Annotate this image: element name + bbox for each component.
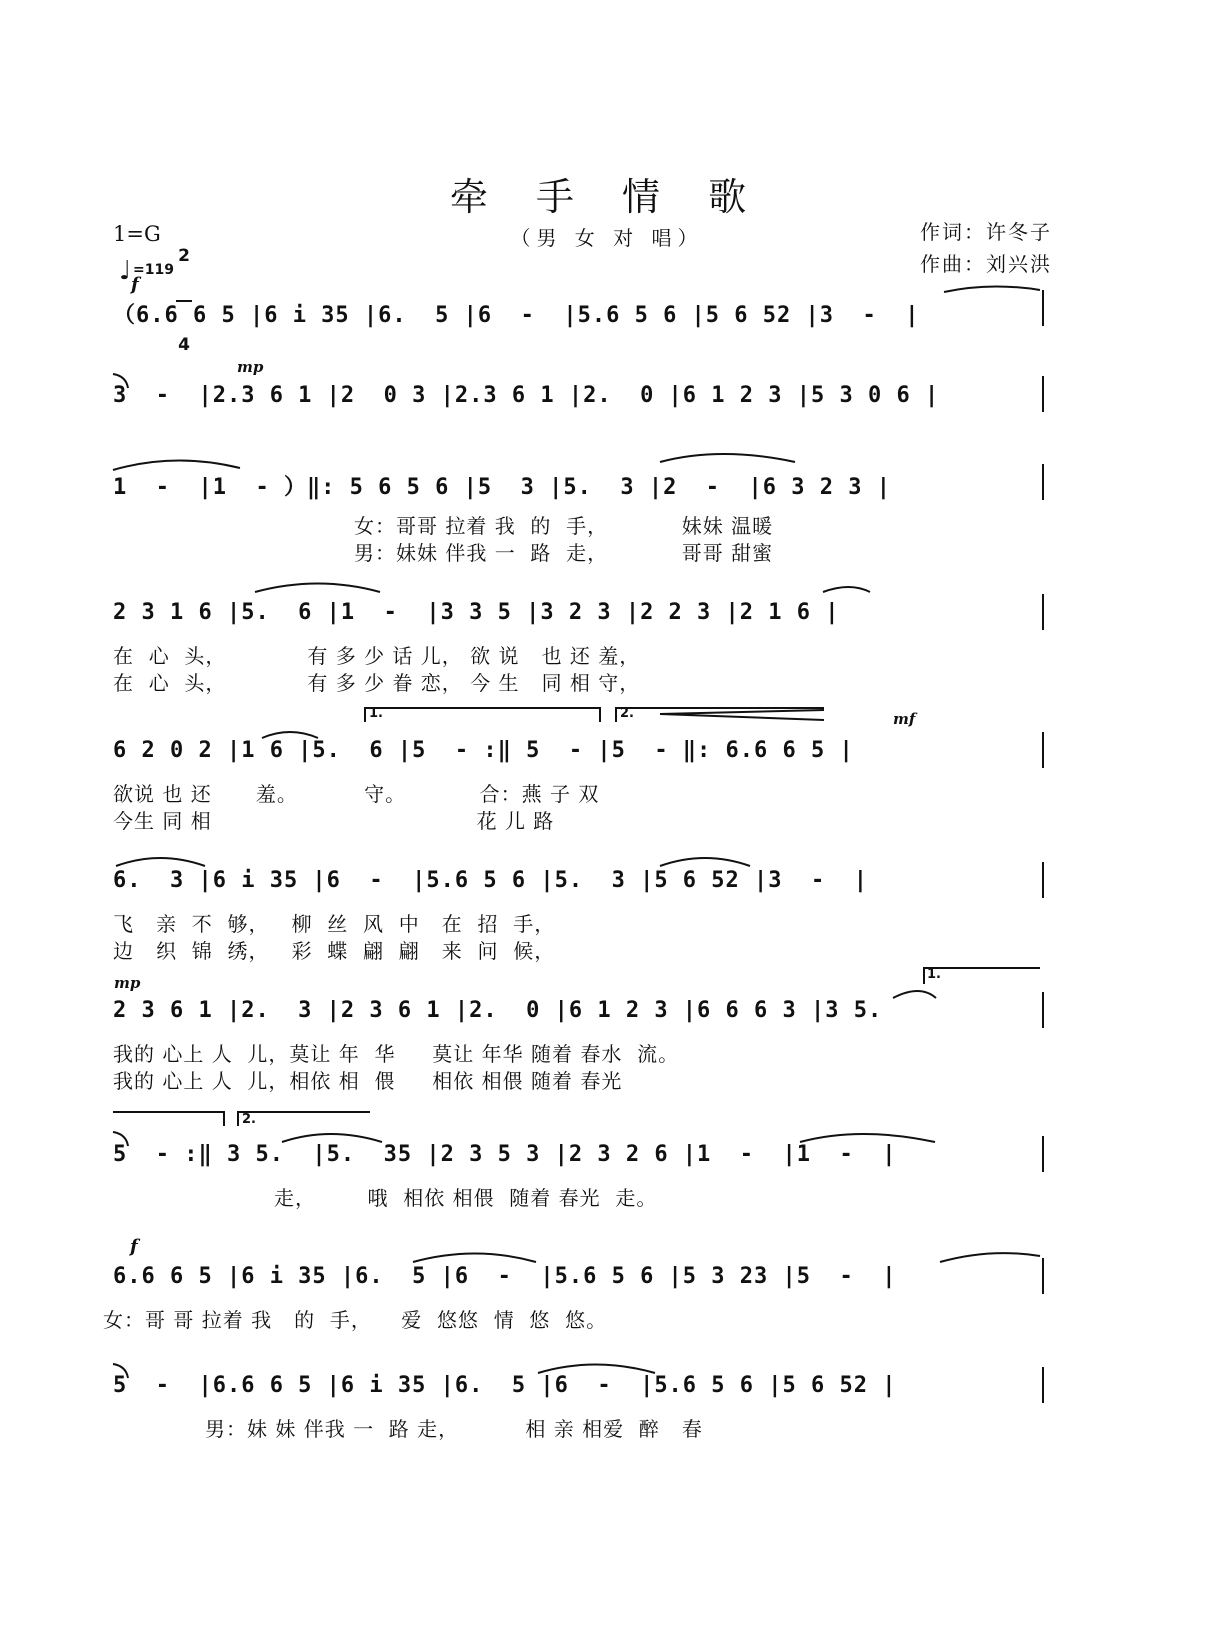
tempo-marking: =119 xyxy=(133,262,174,278)
slur xyxy=(940,1253,1040,1262)
notation-system-10: 5 - |6.6 6 5 |6 i 35 |6. 5 |6 - |5.6 5 6 |5 6 52 | xyxy=(113,1373,897,1398)
slur xyxy=(116,858,205,866)
volta-label: 2. xyxy=(620,706,634,721)
lyric-line: 女：哥哥 拉着 我 的 手， 妹妹 温暖 xyxy=(354,514,774,538)
slur xyxy=(660,454,795,462)
time-signature-bottom: 4 xyxy=(178,335,190,355)
volta-bracket xyxy=(238,1112,370,1126)
notation-system-1: （6.6 6 5 |6 i 35 |6. 5 |6 - |5.6 5 6 |5 6 52 |3 - | xyxy=(113,303,920,328)
notation-system-4: 2 3 1 6 |5. 6 |1 - |3 3 5 |3 2 3 |2 2 3 |2 1 6 | xyxy=(113,600,840,625)
dynamic-marking: f xyxy=(130,1236,138,1257)
lyric-line: 女：哥 哥 拉着 我 的 手， 爱 悠悠 情 悠 悠。 xyxy=(103,1308,608,1332)
slur xyxy=(113,1132,128,1146)
lyric-line: 男：妹 妹 伴我 一 路 走， 相 亲 相爱 醉 春 xyxy=(205,1417,703,1441)
notation-system-8: 5 - :‖ 3 5. |5. 35 |2 3 5 3 |2 3 2 6 |1 - |1 - | xyxy=(113,1142,897,1167)
key-signature: 1=G xyxy=(113,222,161,246)
lyric-line: 在 心 头， 有 多 少 话 儿， 欲 说 也 还 羞， xyxy=(113,644,641,668)
lyric-line: 在 心 头， 有 多 少 眷 恋， 今 生 同 相 守， xyxy=(113,671,641,695)
time-signature-top: 2 xyxy=(178,246,190,266)
volta-label: 1. xyxy=(927,967,941,982)
notation-system-3: 1 - |1 - ）‖: 5 6 5 6 |5 3 |5. 3 |2 - |6 3 2 3 | xyxy=(113,475,891,500)
lyric-line: 边 织 锦 绣， 彩 蝶 翩 翩 来 问 候， xyxy=(113,939,556,963)
lyricist-credit: 作词：许冬子 xyxy=(920,220,1052,244)
volta-bracket xyxy=(113,1112,224,1126)
slur xyxy=(282,1134,382,1142)
lyric-line: 男：妹妹 伴我 一 路 走， 哥哥 甜蜜 xyxy=(354,541,774,565)
decrescendo xyxy=(660,710,824,720)
lyric-line: 今生 同 相 花 儿 路 xyxy=(113,809,555,833)
slur xyxy=(413,1254,536,1263)
lyric-line: 我的 心上 人 儿，莫让 年 华 莫让 年华 随着 春水 流。 xyxy=(113,1042,680,1066)
dynamic-marking: mp xyxy=(114,974,141,992)
slur xyxy=(944,286,1040,292)
volta-label: 2. xyxy=(242,1112,256,1127)
slur xyxy=(262,732,318,738)
slur xyxy=(823,587,870,592)
subtitle: （男 女 对 唱） xyxy=(510,226,704,250)
lyric-line: 我的 心上 人 儿，相依 相 偎 相依 相偎 随着 春光 xyxy=(113,1069,623,1093)
slur xyxy=(538,1365,655,1374)
dynamic-marking: mf xyxy=(893,710,916,728)
slur xyxy=(113,374,128,388)
page-title: 牵 手 情 歌 xyxy=(449,175,765,219)
notation-system-5: 6 2 0 2 |1 6 |5. 6 |5 - :‖ 5 - |5 - ‖: 6.6 6 5 | xyxy=(113,738,854,763)
slur xyxy=(113,460,240,470)
volta-bracket xyxy=(365,708,600,722)
dynamic-marking: f xyxy=(131,274,139,295)
quarter-note-icon: ♩ xyxy=(119,256,132,286)
slur xyxy=(800,1134,935,1142)
lyric-line: 走， 哦 相依 相偎 随着 春光 走。 xyxy=(274,1186,658,1210)
volta-bracket xyxy=(924,968,1040,984)
notation-system-7: 2 3 6 1 |2. 3 |2 3 6 1 |2. 0 |6 1 2 3 |6 6 6 3 |3 5. xyxy=(113,998,883,1023)
notation-system-6: 6. 3 |6 i 35 |6 - |5.6 5 6 |5. 3 |5 6 52 |3 - | xyxy=(113,868,868,893)
slur xyxy=(893,991,936,998)
volta-label: 1. xyxy=(369,706,383,721)
dynamic-marking: mp xyxy=(237,358,264,376)
composer-credit: 作曲：刘兴洪 xyxy=(920,252,1052,276)
notation-system-2: 3 - |2.3 6 1 |2 0 3 |2.3 6 1 |2. 0 |6 1 2 3 |5 3 0 6 | xyxy=(113,383,940,408)
slur xyxy=(113,1364,128,1378)
slur xyxy=(255,584,380,593)
slur xyxy=(660,858,750,866)
notation-system-9: 6.6 6 5 |6 i 35 |6. 5 |6 - |5.6 5 6 |5 3 23 |5 - | xyxy=(113,1264,897,1289)
lyric-line: 飞 亲 不 够， 柳 丝 风 中 在 招 手， xyxy=(113,912,556,936)
lyric-line: 欲说 也 还 羞。 守。 合：燕 子 双 xyxy=(113,782,600,806)
